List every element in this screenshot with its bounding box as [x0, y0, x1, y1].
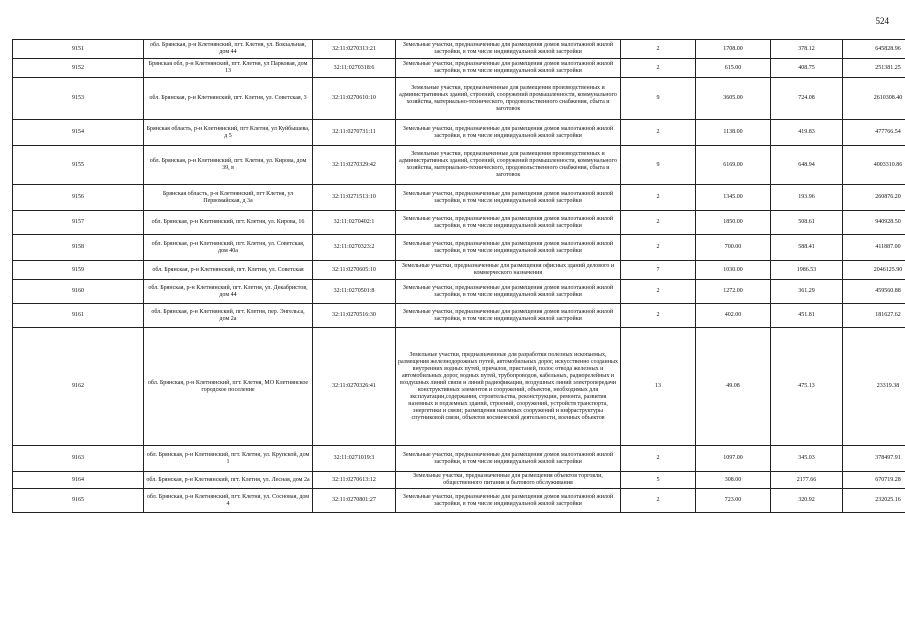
category-cell: 2	[621, 489, 696, 513]
address-cell: обл. Брянская, р-н Клетнянский, пгт. Клетня, ул. Декабристов, дом 44	[144, 280, 313, 304]
cadastral-value-cell: 181627.62	[843, 304, 905, 328]
area-cell: 723.00	[696, 489, 771, 513]
land-use-cell: Земельные участки, предназначенные для размещения офисных зданий делового и коммерческого назначения	[396, 261, 621, 280]
cadastral-number-cell: 32:11:0271513:10	[313, 185, 396, 211]
cadastral-number-cell: 32:11:0270731:11	[313, 120, 396, 146]
address-cell: обл. Брянская, р-н Клетнянский, пгт. Клетня, ул. Кирова, дом 39, в	[144, 146, 313, 185]
specific-value-cell: 361.29	[771, 280, 843, 304]
address-cell: обл. Брянская, р-н Клетнянский, пгт. Клетня, ул. Вокзальная, дом 44	[144, 40, 313, 59]
cadastral-number-cell: 32:11:0270402:1	[313, 211, 396, 235]
table-body	[13, 40, 905, 513]
land-use-cell: Земельные участки, предназначенные для разработки полезных ископаемых, размещения железнодорожных путей, автомобильных дорог, искусственно созданных внутренних водных путей, причалов, пристаней, полос отвода железных и автомобильных дорог, водных путей, трубопроводов, кабельных, радиорелейных и воздушных линий связи и линий радиофикации, воздушных линий электропередачи конструктивных элементов и сооружений, объектов, необходимых для эксплуатации,содержания, строительства, реконструкции, ремонта, развития наземных и подземных зданий, строений, сооружений, устройств транспорта, энергетики и связи; размещения наземных сооружений и инфраструктуры спутниковой связи, объектов космической деятельности, военных объектов	[396, 328, 621, 446]
area-cell: 3605.00	[696, 78, 771, 120]
row-number: 9160	[13, 280, 144, 304]
row-number: 9159	[13, 261, 144, 280]
cadastral-number-cell: 32:11:0270613:12	[313, 472, 396, 489]
row-number: 9154	[13, 120, 144, 146]
cadastral-value-cell: 23319.38	[843, 328, 905, 446]
area-cell: 1272.00	[696, 280, 771, 304]
table-row	[13, 328, 905, 446]
row-number: 9163	[13, 446, 144, 472]
table-row	[13, 185, 905, 211]
area-cell: 1850.00	[696, 211, 771, 235]
category-cell: 7	[621, 261, 696, 280]
area-cell: 615.00	[696, 59, 771, 78]
area-cell: 700.00	[696, 235, 771, 261]
row-number: 9164	[13, 472, 144, 489]
area-cell: 49.08	[696, 328, 771, 446]
table-row	[13, 261, 905, 280]
category-cell: 2	[621, 40, 696, 59]
specific-value-cell: 475.13	[771, 328, 843, 446]
specific-value-cell: 345.03	[771, 446, 843, 472]
address-cell: Брянская область, р-н Клетнянский, пгт Клетня, ул Первомайская, д 3а	[144, 185, 313, 211]
table-row	[13, 40, 905, 59]
area-cell: 6169.00	[696, 146, 771, 185]
specific-value-cell: 588.41	[771, 235, 843, 261]
category-cell: 9	[621, 78, 696, 120]
row-number: 9165	[13, 489, 144, 513]
table-row	[13, 120, 905, 146]
specific-value-cell: 193.96	[771, 185, 843, 211]
cadastral-value-cell: 2610308.40	[843, 78, 905, 120]
category-cell: 2	[621, 185, 696, 211]
table-row	[13, 235, 905, 261]
cadastral-number-cell: 32:11:0271019:3	[313, 446, 396, 472]
row-number: 9151	[13, 40, 144, 59]
cadastral-value-cell: 411887.00	[843, 235, 905, 261]
specific-value-cell: 508.61	[771, 211, 843, 235]
area-cell: 402.00	[696, 304, 771, 328]
cadastral-number-cell: 32:11:0270801:27	[313, 489, 396, 513]
address-cell: обл. Брянская, р-н Клетнянский, пгт. Клетня, ул. Советская, дом 40а	[144, 235, 313, 261]
area-cell: 1097.00	[696, 446, 771, 472]
cadastral-value-cell: 2046125.90	[843, 261, 905, 280]
address-cell: обл. Брянская, р-н Клетнянский, пгт. Клетня, ул. Сосновая, дом 4	[144, 489, 313, 513]
land-use-cell: Земельные участки, предназначенные для размещения домов малоэтажной жилой застройки, в том числе индивидуальной жилой застройки	[396, 304, 621, 328]
cadastral-number-cell: 32:11:0270610:10	[313, 78, 396, 120]
cadastral-value-cell: 378497.91	[843, 446, 905, 472]
address-cell: обл. Брянская, р-н Клетнянский, пгт. Клетня, ул. Крупской, дом 1	[144, 446, 313, 472]
cadastral-number-cell: 32:11:0270326:41	[313, 328, 396, 446]
row-number: 9157	[13, 211, 144, 235]
address-cell: обл. Брянская, р-н Клетнянский, пгт. Клетня, ул. Лесная, дом 2а	[144, 472, 313, 489]
table-row	[13, 211, 905, 235]
table-row	[13, 304, 905, 328]
cadastral-number-cell: 32:11:0270313:21	[313, 40, 396, 59]
specific-value-cell: 648.94	[771, 146, 843, 185]
land-use-cell: Земельные участки, предназначенные для размещения домов малоэтажной жилой застройки, в том числе индивидуальной жилой застройки	[396, 446, 621, 472]
land-use-cell: Земельные участки, предназначенные для размещения домов малоэтажной жилой застройки, в том числе индивидуальной жилой застройки	[396, 59, 621, 78]
table-row	[13, 446, 905, 472]
row-number: 9155	[13, 146, 144, 185]
row-number: 9161	[13, 304, 144, 328]
table-row	[13, 489, 905, 513]
land-use-cell: Земельные участки, предназначенные для размещения домов малоэтажной жилой застройки, в том числе индивидуальной жилой застройки	[396, 185, 621, 211]
land-use-cell: Земельные участки, предназначенные для размещения домов малоэтажной жилой застройки, в том числе индивидуальной жилой застройки	[396, 211, 621, 235]
category-cell: 13	[621, 328, 696, 446]
category-cell: 2	[621, 235, 696, 261]
cadastral-value-cell: 4003310.86	[843, 146, 905, 185]
address-cell: обл. Брянская, р-н Клетнянский, пгт. Клетня, МО Клетнянское городское поселение	[144, 328, 313, 446]
address-cell: Брянская область, р-н Клетнянский, пгт Клетня, ул Куйбышева, д 5	[144, 120, 313, 146]
category-cell: 2	[621, 280, 696, 304]
specific-value-cell: 408.75	[771, 59, 843, 78]
category-cell: 2	[621, 59, 696, 78]
land-use-cell: Земельные участки, предназначенные для размещения производственных и административных зданий, строений, сооружений промышленности, коммунального хозяйства, материально-технического, продовольственного снабжения, сбыта и заготовок	[396, 146, 621, 185]
specific-value-cell: 1986.53	[771, 261, 843, 280]
row-number: 9158	[13, 235, 144, 261]
table-row	[13, 146, 905, 185]
address-cell: обл. Брянская, р-н Клетнянский, пгт. Клетня, пер. Энгельса, дом 2а	[144, 304, 313, 328]
area-cell: 1708.00	[696, 40, 771, 59]
specific-value-cell: 419.83	[771, 120, 843, 146]
cadastral-value-cell: 260876.20	[843, 185, 905, 211]
cadastral-number-cell: 32:11:0270516:30	[313, 304, 396, 328]
row-number: 9156	[13, 185, 144, 211]
land-use-cell: Земельные участки, предназначенные для размещения домов малоэтажной жилой застройки, в том числе индивидуальной жилой застройки	[396, 280, 621, 304]
cadastral-number-cell: 32:11:0270501:8	[313, 280, 396, 304]
address-cell: обл. Брянская, р-н Клетнянский, пгт. Клетня, ул. Кирова, 16	[144, 211, 313, 235]
land-use-cell: Земельные участки, предназначенные для размещения домов малоэтажной жилой застройки, в том числе индивидуальной жилой застройки	[396, 235, 621, 261]
specific-value-cell: 724.08	[771, 78, 843, 120]
cadastral-number-cell: 32:11:0270318:6	[313, 59, 396, 78]
row-number: 9153	[13, 78, 144, 120]
area-cell: 1138.00	[696, 120, 771, 146]
land-use-cell: Земельные участки, предназначенные для размещения производственных и административных зданий, строений, сооружений промышленности, коммунального хозяйства, материально-технического, продовольственного снабжения, сбыта и заготовок	[396, 78, 621, 120]
row-number: 9162	[13, 328, 144, 446]
cadastral-number-cell: 32:11:0270329:42	[313, 146, 396, 185]
cadastral-value-cell: 459560.88	[843, 280, 905, 304]
category-cell: 5	[621, 472, 696, 489]
page-number: 524	[875, 16, 889, 26]
table-row	[13, 59, 905, 78]
cadastral-number-cell: 32:11:0270323:2	[313, 235, 396, 261]
cadastral-number-cell: 32:11:0270605:10	[313, 261, 396, 280]
address-cell: обл. Брянская, р-н Клетнянский, пгт. Клетня, ул. Советская	[144, 261, 313, 280]
land-use-cell: Земельные участки, предназначенные для размещения домов малоэтажной жилой застройки, в том числе индивидуальной жилой застройки	[396, 40, 621, 59]
land-use-cell: Земельные участки, предназначенные для размещения домов малоэтажной жилой застройки, в том числе индивидуальной жилой застройки	[396, 120, 621, 146]
specific-value-cell: 378.12	[771, 40, 843, 59]
table-row	[13, 280, 905, 304]
cadastral-registry-table	[12, 39, 905, 513]
area-cell: 1345.00	[696, 185, 771, 211]
cadastral-value-cell: 670719.28	[843, 472, 905, 489]
cadastral-value-cell: 251381.25	[843, 59, 905, 78]
cadastral-value-cell: 477766.54	[843, 120, 905, 146]
table-row	[13, 472, 905, 489]
category-cell: 2	[621, 120, 696, 146]
specific-value-cell: 320.92	[771, 489, 843, 513]
cadastral-value-cell: 645828.96	[843, 40, 905, 59]
address-cell: обл. Брянская, р-н Клетнянский, пгт. Клетня, ул. Советская, 3	[144, 78, 313, 120]
specific-value-cell: 451.81	[771, 304, 843, 328]
land-use-cell: Земельные участки, предназначенные для размещения домов малоэтажной жилой застройки, в том числе индивидуальной жилой застройки	[396, 489, 621, 513]
table-row	[13, 78, 905, 120]
cadastral-value-cell: 940928.50	[843, 211, 905, 235]
specific-value-cell: 2177.66	[771, 472, 843, 489]
row-number: 9152	[13, 59, 144, 78]
cadastral-value-cell: 232025.16	[843, 489, 905, 513]
land-use-cell: Земельные участки, предназначенные для размещения объектов торговли, общественного питания и бытового обслуживания	[396, 472, 621, 489]
category-cell: 2	[621, 446, 696, 472]
address-cell: Брянская обл, р-н Клетнянский, пгт. Клетня, ул Парковая, дом 13	[144, 59, 313, 78]
area-cell: 1030.00	[696, 261, 771, 280]
category-cell: 2	[621, 304, 696, 328]
category-cell: 9	[621, 146, 696, 185]
area-cell: 308.00	[696, 472, 771, 489]
category-cell: 2	[621, 211, 696, 235]
